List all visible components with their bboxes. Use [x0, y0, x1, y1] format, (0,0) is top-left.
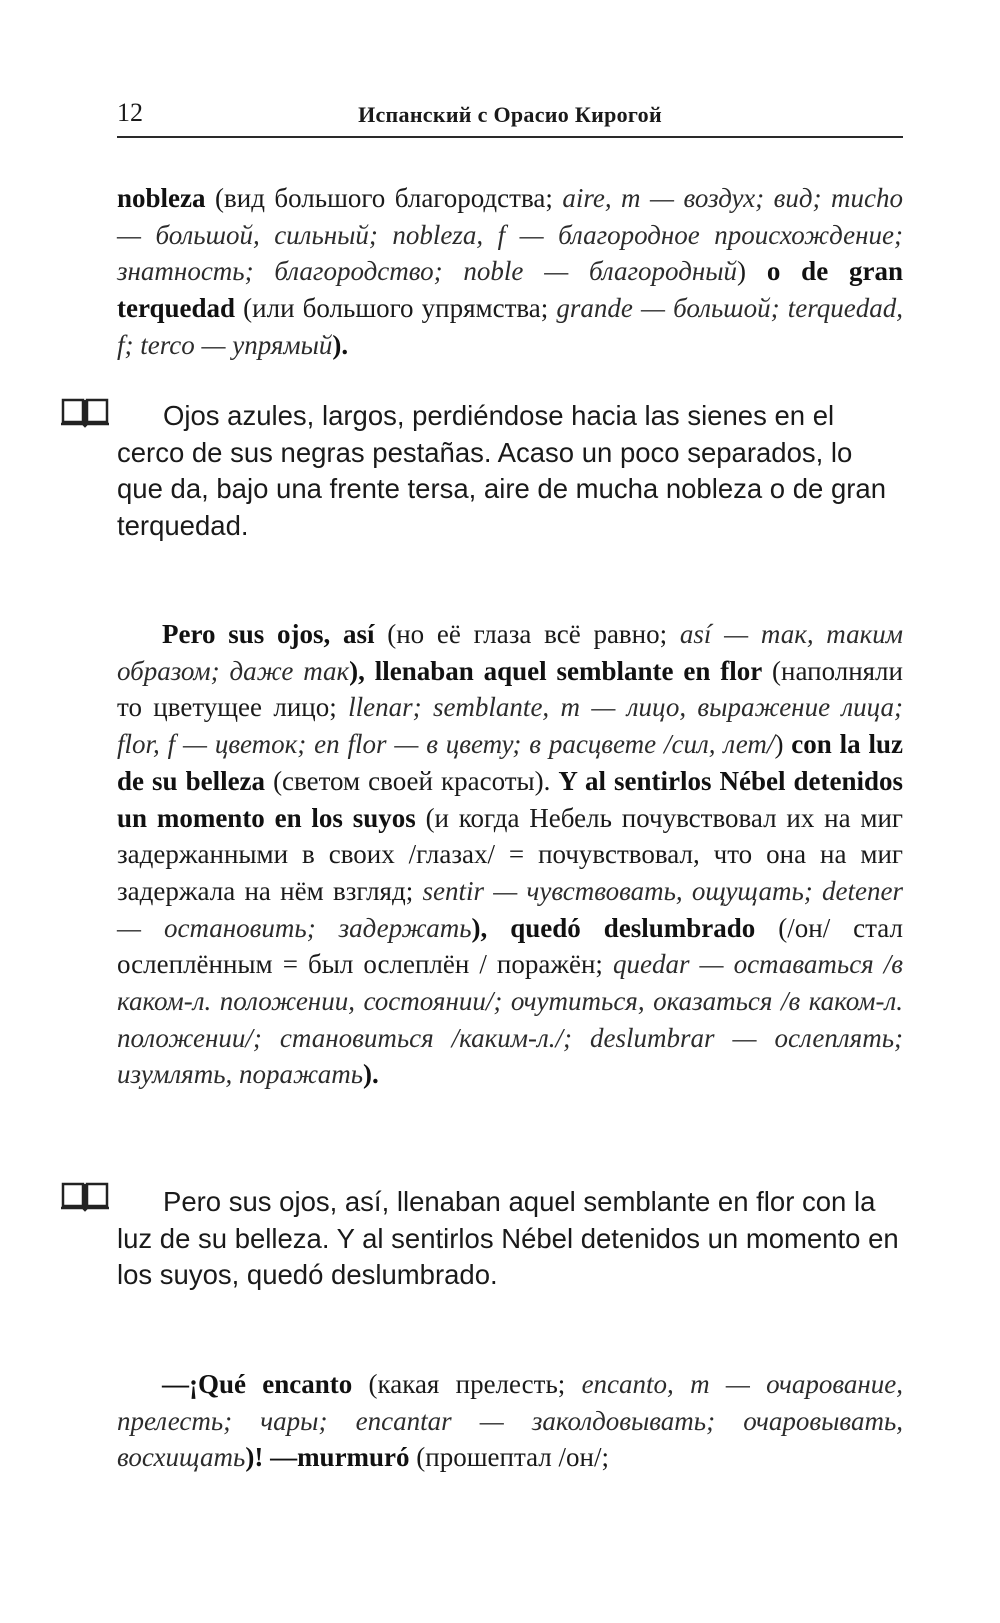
running-title: Испанский с Орасио Кирогой: [358, 102, 662, 127]
translation: (прошептал /он/;: [409, 1442, 609, 1473]
original-text: Ojos azules, largos, perdiéndose hacia las sienes en el cerco de sus negras pestañas. Acaso un poco separados, lo que da, bajo una frente tersa, aire de mucha nobleza o de gran terquedad.: [117, 400, 887, 541]
translation: (/он/ стал ослеплённым = был ослеплён / поражён;: [117, 912, 903, 980]
vocabulary-note: grande — большой; terquedad, f; terco — упрямый: [117, 293, 903, 360]
punctuation: )!: [245, 1442, 271, 1473]
vocabulary-note: quedar — оставаться /в каком-л. положении, состоянии/; очутиться, оказаться /в каком-л. положении/; становиться /каким-л./; deslumbrar — ослеплять; изумлять, поражать: [117, 949, 904, 1090]
translation: (наполняли то цветущее лицо;: [117, 655, 903, 723]
punctuation: ).: [332, 329, 349, 360]
spanish-phrase: —¡Qué encanto: [162, 1369, 353, 1399]
translation: (вид большого благородства;: [205, 183, 563, 213]
punctuation: ),: [349, 655, 375, 686]
original-paragraph-1: [117, 398, 903, 544]
vocabulary-note: así — так, таким образом; даже так: [117, 619, 903, 686]
vocabulary-note: sentir — чувствовать, ощущать; detener — остановить; задержать: [117, 875, 903, 943]
punctuation: ): [774, 729, 792, 760]
spanish-phrase: nobleza: [117, 183, 206, 213]
open-book-icon: [60, 1178, 110, 1212]
spanish-phrase: quedó deslumbrado: [510, 912, 756, 943]
translation: (светом своей красоты).: [265, 765, 559, 796]
vocabulary-note: encanto, m — очарование, прелесть; чары; encantar — заколдовывать; очаровывать, восхищать: [117, 1369, 903, 1473]
spanish-phrase: o de gran terquedad: [117, 256, 903, 324]
glossed-paragraph-2: [117, 616, 903, 1093]
vocabulary-note: aire, m — воздух; вид; mucho — большой, сильный; nobleza, f — благородное происхождение; знатность; благородство; noble — благородный: [117, 183, 903, 287]
page-number: 12: [117, 98, 143, 127]
translation: (какая прелесть;: [352, 1369, 582, 1399]
spanish-phrase: —murmuró: [270, 1442, 410, 1473]
vocabulary-note: llenar; semblante, m — лицо, выражение лица; flor, f — цветок; en flor — в цвету; в расцвете /сил, лет/: [117, 692, 904, 760]
translation: (или большого упрямства;: [235, 293, 557, 324]
glossed-paragraph-1: [117, 180, 903, 364]
punctuation: ).: [363, 1059, 379, 1090]
open-book-icon: [60, 394, 110, 428]
punctuation: ): [737, 256, 767, 287]
translation: (но её глаза всё равно;: [374, 619, 680, 649]
original-paragraph-2: [117, 1184, 903, 1294]
translation: (и когда Небель почувствовал их на миг задержанными в своих /глазах/ = почувствовал, что она на миг задержала на нём взгляд;: [117, 802, 904, 906]
original-text: Pero sus ojos, así, llenaban aquel semblante en flor con la luz de su belleza. Y al sentirlos Nébel detenidos un momento en los suyos, quedó deslumbrado.: [117, 1186, 899, 1290]
spanish-phrase: con la luz de su belleza: [117, 729, 903, 796]
punctuation: ),: [471, 912, 511, 943]
spanish-phrase: llenaban aquel semblante en flor: [374, 655, 763, 686]
spanish-phrase: Y al sentirlos Nébel detenidos un momento en los suyos: [117, 765, 903, 833]
glossed-paragraph-3: [117, 1366, 903, 1476]
page-header: [117, 96, 903, 138]
spanish-phrase: Pero sus ojos, así: [162, 619, 375, 649]
